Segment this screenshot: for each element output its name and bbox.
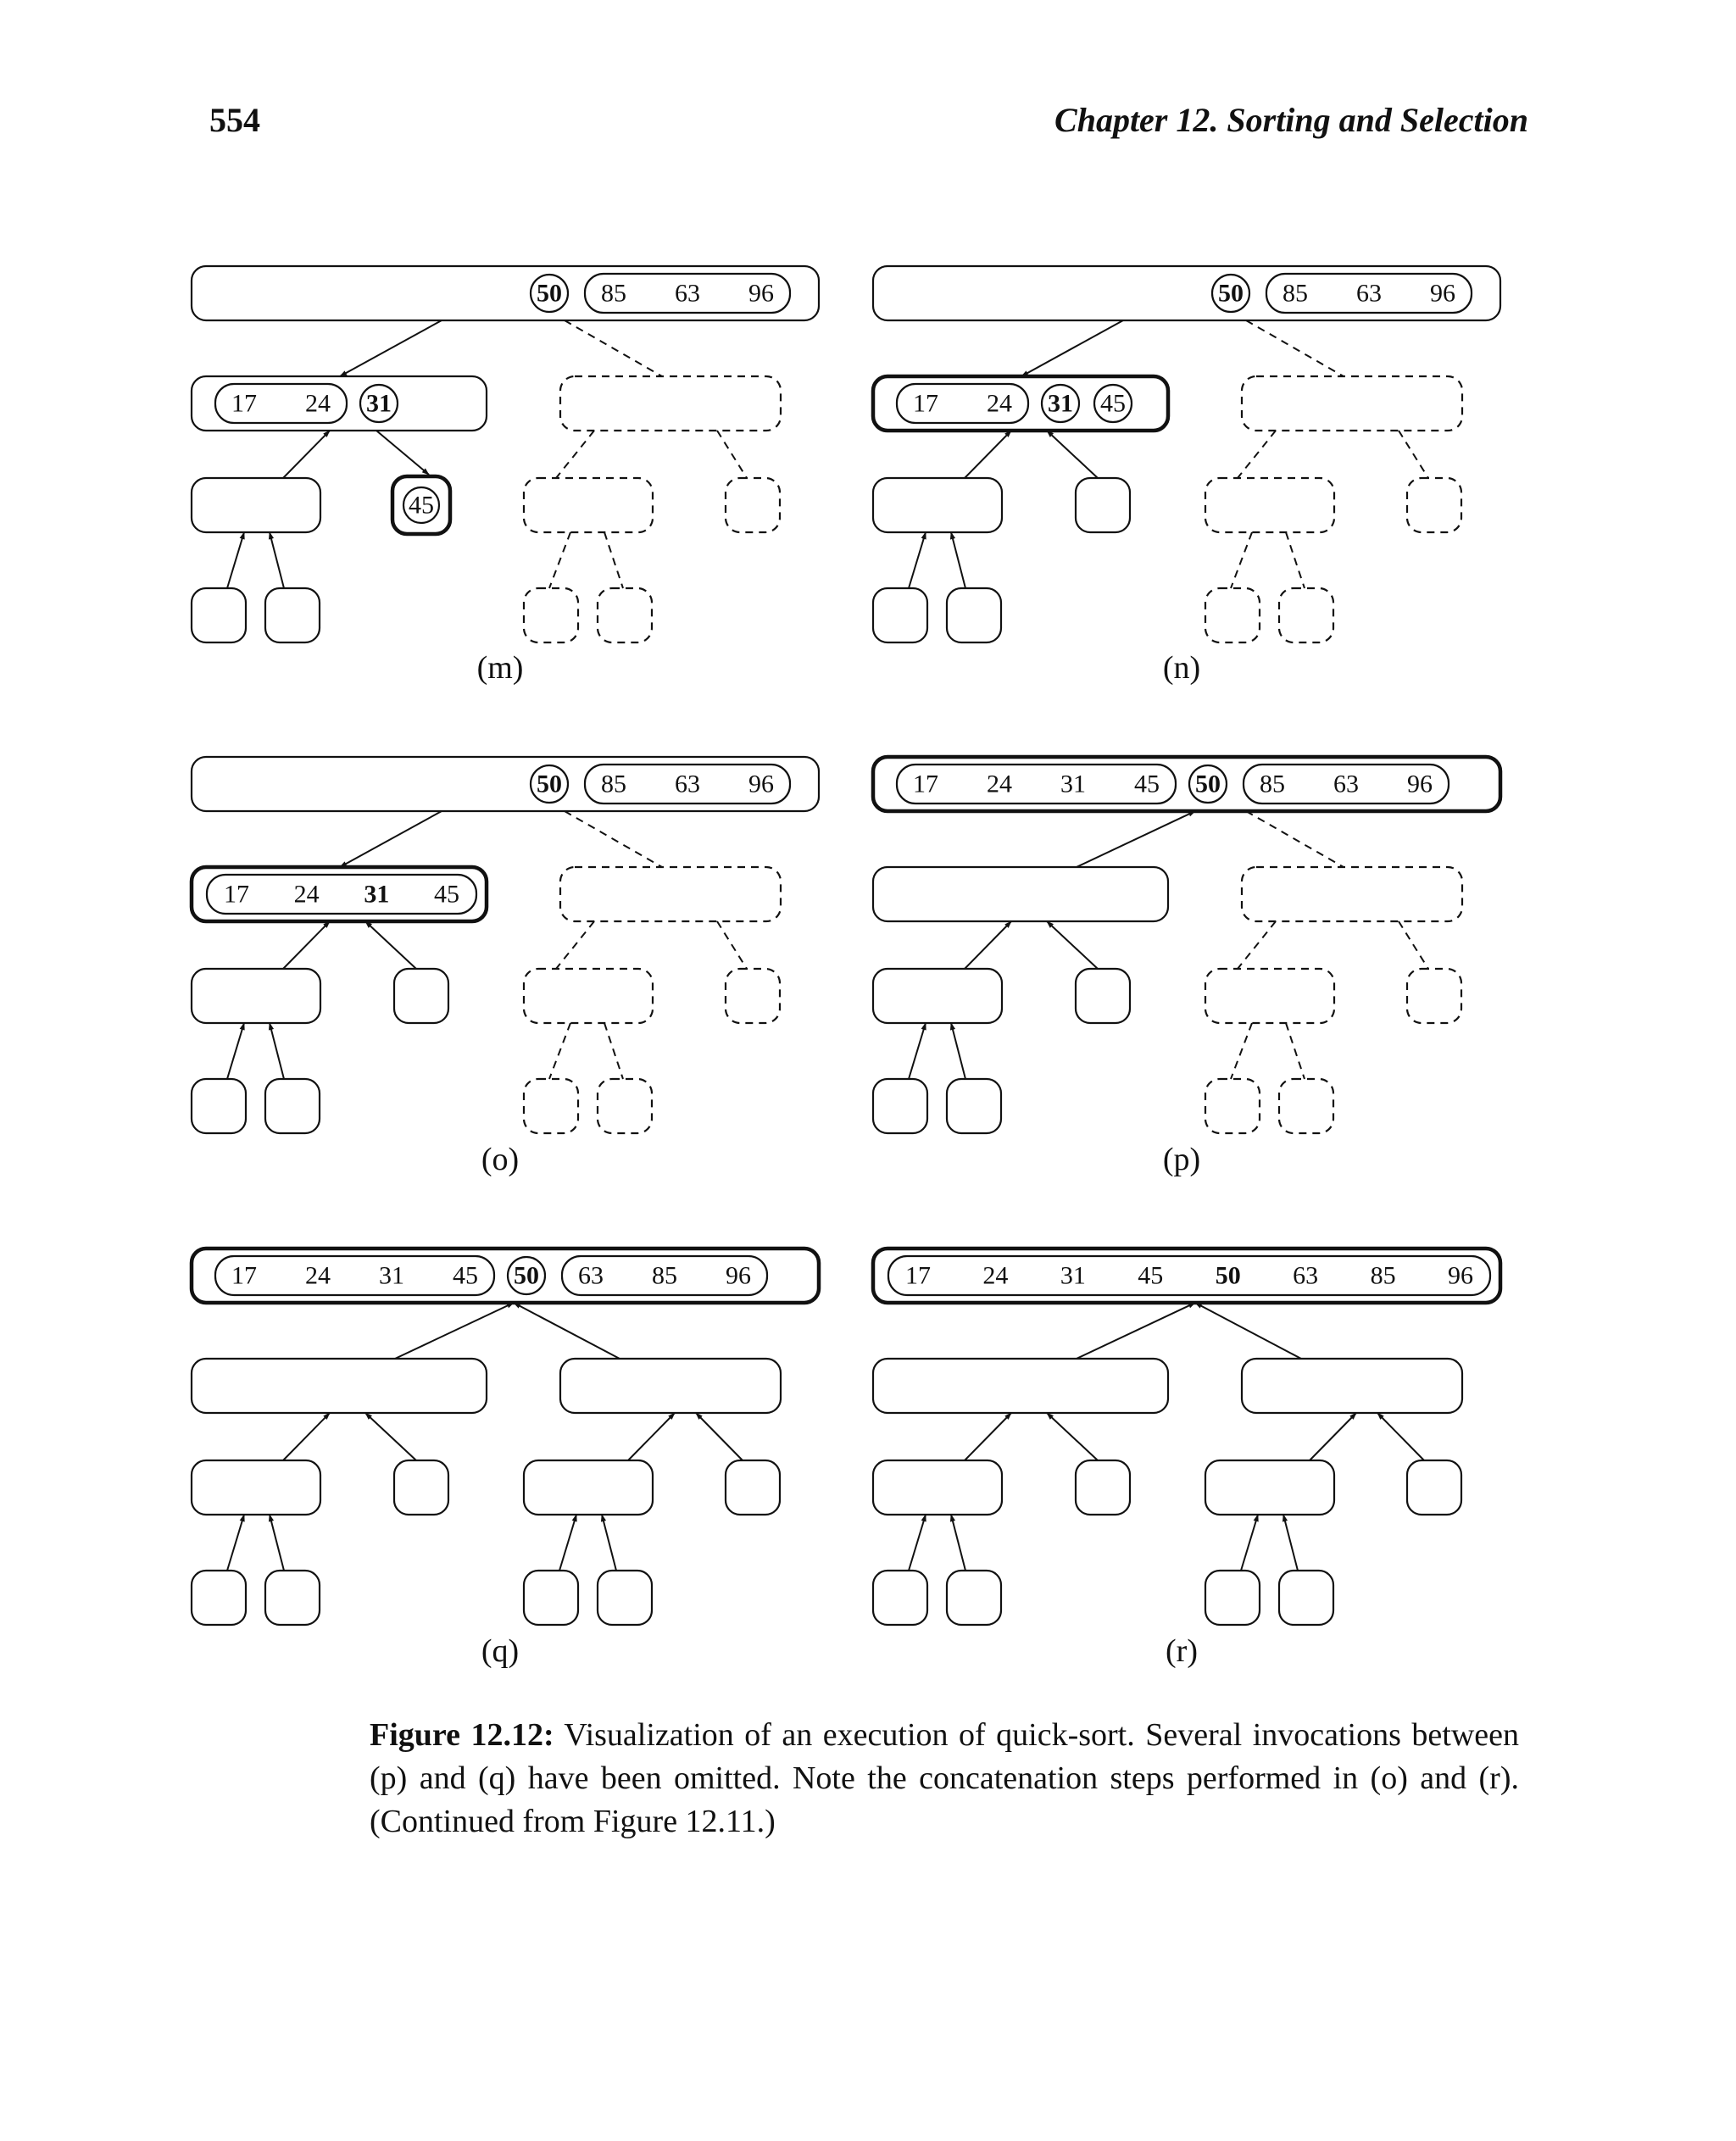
subtree-node [524, 969, 653, 1023]
sequence-value: 96 [1430, 279, 1455, 308]
tree-edge [365, 921, 416, 969]
quick-sort-panel [873, 266, 1500, 686]
tree-edge [965, 431, 1011, 478]
subtree-node [192, 969, 320, 1023]
sequence-value: 50 [537, 770, 562, 798]
right-child-node [1242, 1359, 1462, 1413]
subtree-node [873, 1460, 1002, 1515]
leaf-node [1205, 1571, 1260, 1625]
sequence-oval [888, 1256, 1490, 1295]
tree-edge [696, 1413, 743, 1460]
tree-edge [1283, 1515, 1298, 1571]
tree-edge [965, 1413, 1011, 1460]
leaf-node [598, 1079, 652, 1133]
tree-edge [340, 811, 442, 867]
tree-edge [717, 921, 747, 969]
sequence-value: 85 [1283, 279, 1308, 308]
tree-edge [1246, 811, 1344, 867]
tree-edge [602, 1515, 616, 1571]
sequence-value: 31 [379, 1261, 404, 1290]
sequence-value: 24 [305, 389, 331, 418]
sequence-value: 17 [231, 1261, 257, 1290]
tree-edge [1195, 1303, 1301, 1359]
sequence-value: 96 [1407, 770, 1433, 798]
sequence-value: 96 [748, 770, 774, 798]
sequence-value: 85 [601, 279, 626, 308]
tree-edge [1286, 1023, 1305, 1079]
leaf-node [1279, 588, 1333, 642]
subtree-node [1407, 1460, 1461, 1515]
tree-edge [549, 532, 570, 588]
leaf-node [1279, 1571, 1333, 1625]
leaf-node [598, 588, 652, 642]
sequence-value: 50 [514, 1261, 539, 1290]
tree-edge [559, 1515, 576, 1571]
tree-edge [951, 1515, 965, 1571]
subtree-node [1407, 478, 1461, 532]
right-leaf-node [394, 1460, 448, 1515]
page-number: 554 [209, 101, 260, 139]
tree-edge [717, 431, 747, 478]
leaf-node [524, 588, 578, 642]
sequence-value: 85 [1260, 770, 1285, 798]
leaf-node [1205, 1079, 1260, 1133]
tree-edge [951, 532, 965, 588]
sequence-value: 24 [982, 1261, 1009, 1290]
panel-label: (o) [481, 1142, 520, 1177]
tree-edge [1231, 1023, 1252, 1079]
panel-label: (m) [476, 650, 524, 686]
sequence-value: 50 [1215, 1261, 1241, 1290]
tree-edge [227, 1515, 244, 1571]
tree-edge [604, 1023, 623, 1079]
sequence-value: 96 [726, 1261, 751, 1290]
leaf-node [192, 1079, 246, 1133]
tree-edge [395, 1303, 514, 1359]
sequence-value: 45 [1134, 770, 1160, 798]
tree-edge [951, 1023, 965, 1079]
sequence-value: 31 [1060, 1261, 1086, 1290]
subtree-node [192, 1460, 320, 1515]
leaf-node [947, 588, 1001, 642]
tree-edge [1047, 431, 1098, 478]
right-child-node [560, 867, 781, 921]
subtree-node [192, 478, 320, 532]
tree-edge [1021, 320, 1123, 376]
sequence-value: 45 [1138, 1261, 1164, 1290]
leaf-node [265, 588, 320, 642]
subtree-node [873, 478, 1002, 532]
tree-edge [283, 431, 330, 478]
sequence-value: 24 [987, 389, 1012, 418]
subtree-node [873, 969, 1002, 1023]
sequence-value: 96 [1448, 1261, 1473, 1290]
tree-edge [1047, 1413, 1098, 1460]
running-head: Chapter 12. Sorting and Selection [1054, 101, 1528, 139]
subtree-node [1205, 1460, 1334, 1515]
sequence-value: 31 [366, 389, 392, 418]
panel-label: (p) [1162, 1142, 1201, 1177]
tree-edge [965, 921, 1011, 969]
panel-label: (n) [1162, 650, 1201, 686]
tree-edge [1047, 921, 1098, 969]
leaf-node [947, 1571, 1001, 1625]
leaf-node [873, 588, 927, 642]
tree-edge [514, 1303, 620, 1359]
quick-sort-panel [192, 266, 819, 686]
quick-sort-panel [192, 757, 819, 1177]
sequence-value: 63 [1333, 770, 1359, 798]
right-leaf-node [1076, 1460, 1130, 1515]
tree-edge [1241, 1515, 1258, 1571]
subtree-node [726, 478, 780, 532]
tree-edge [1077, 1303, 1195, 1359]
leaf-node [265, 1571, 320, 1625]
figure-caption [370, 1714, 1519, 1843]
tree-edge [1246, 320, 1344, 376]
sequence-value: 45 [453, 1261, 478, 1290]
tree-edge [604, 532, 623, 588]
tree-edge [270, 1515, 284, 1571]
sequence-value: 63 [675, 770, 700, 798]
tree-edge [227, 1023, 244, 1079]
sequence-value: 85 [601, 770, 626, 798]
tree-edge [227, 532, 244, 588]
sequence-value: 31 [364, 880, 390, 909]
tree-edge [270, 532, 284, 588]
sequence-value: 50 [537, 279, 562, 308]
quick-sort-panel [192, 1248, 819, 1669]
tree-edge [1399, 431, 1428, 478]
sequence-value: 17 [913, 770, 938, 798]
sequence-value: 31 [1048, 389, 1073, 418]
tree-edge [549, 1023, 570, 1079]
tree-edge [909, 1023, 926, 1079]
tree-edge [909, 1515, 926, 1571]
sequence-value: 50 [1195, 770, 1221, 798]
tree-edge [556, 431, 594, 478]
tree-edge [565, 320, 662, 376]
leaf-node [598, 1571, 652, 1625]
left-child-node [873, 867, 1168, 921]
subtree-node [726, 969, 780, 1023]
subtree-node [1205, 969, 1334, 1023]
tree-edge [283, 921, 330, 969]
right-child-node [1242, 867, 1462, 921]
sequence-value: 17 [913, 389, 938, 418]
sequence-value: 63 [1356, 279, 1382, 308]
caption-text: Visualization of an execution of quick-sort. Several invocations between (p) and (q) have been omitted. Note the concatenation steps performed in (o) and (r). (Continued from Figure 12.11.) [370, 1717, 1519, 1839]
sequence-value: 24 [987, 770, 1012, 798]
right-child-node [560, 1359, 781, 1413]
tree-edge [1238, 431, 1276, 478]
subtree-node [524, 478, 653, 532]
left-child-node [192, 1359, 487, 1413]
sequence-value: 45 [434, 880, 459, 909]
right-child-node [560, 376, 781, 431]
tree-edge [556, 921, 594, 969]
panel-label: (q) [481, 1633, 520, 1669]
sequence-value: 63 [1293, 1261, 1319, 1290]
sequence-value: 31 [1060, 770, 1086, 798]
tree-edge [909, 532, 926, 588]
tree-edge [365, 1413, 416, 1460]
tree-edge [1310, 1413, 1356, 1460]
quick-sort-panel [873, 757, 1500, 1177]
leaf-node [947, 1079, 1001, 1133]
sequence-value: 24 [293, 880, 320, 909]
leaf-node [192, 588, 246, 642]
panel-label: (r) [1166, 1633, 1198, 1669]
leaf-node [524, 1571, 578, 1625]
tree-edge [628, 1413, 675, 1460]
sequence-value: 85 [1370, 1261, 1396, 1290]
sequence-value: 45 [1100, 389, 1126, 418]
sequence-value: 63 [675, 279, 700, 308]
right-leaf-node [1076, 478, 1130, 532]
right-leaf-node [394, 969, 448, 1023]
sequence-value: 17 [231, 389, 257, 418]
sequence-value: 45 [409, 491, 434, 520]
sequence-value: 50 [1218, 279, 1244, 308]
leaf-node [873, 1079, 927, 1133]
tree-edge [283, 1413, 330, 1460]
leaf-node [524, 1079, 578, 1133]
right-child-node [1242, 376, 1462, 431]
leaf-node [192, 1571, 246, 1625]
quick-sort-panel [873, 1248, 1500, 1669]
tree-edge [1077, 811, 1195, 867]
leaf-node [873, 1571, 927, 1625]
caption-label: Figure 12.12: [370, 1717, 554, 1753]
sequence-value: 63 [578, 1261, 604, 1290]
left-child-node [873, 1359, 1168, 1413]
tree-edge [1377, 1413, 1424, 1460]
leaf-node [1205, 588, 1260, 642]
tree-edge [565, 811, 662, 867]
subtree-node [1407, 969, 1461, 1023]
sequence-value: 24 [305, 1261, 331, 1290]
tree-edge [1231, 532, 1252, 588]
subtree-node [726, 1460, 780, 1515]
sequence-value: 17 [224, 880, 249, 909]
tree-edge [1399, 921, 1428, 969]
sequence-value: 96 [748, 279, 774, 308]
sequence-value: 17 [905, 1261, 931, 1290]
tree-edge [1238, 921, 1276, 969]
subtree-node [1205, 478, 1334, 532]
leaf-node [1279, 1079, 1333, 1133]
tree-edge [1286, 532, 1305, 588]
leaf-node [265, 1079, 320, 1133]
tree-edge [340, 320, 442, 376]
tree-edge [270, 1023, 284, 1079]
sequence-value: 85 [652, 1261, 677, 1290]
tree-edge [376, 431, 429, 475]
right-leaf-node [1076, 969, 1130, 1023]
subtree-node [524, 1460, 653, 1515]
